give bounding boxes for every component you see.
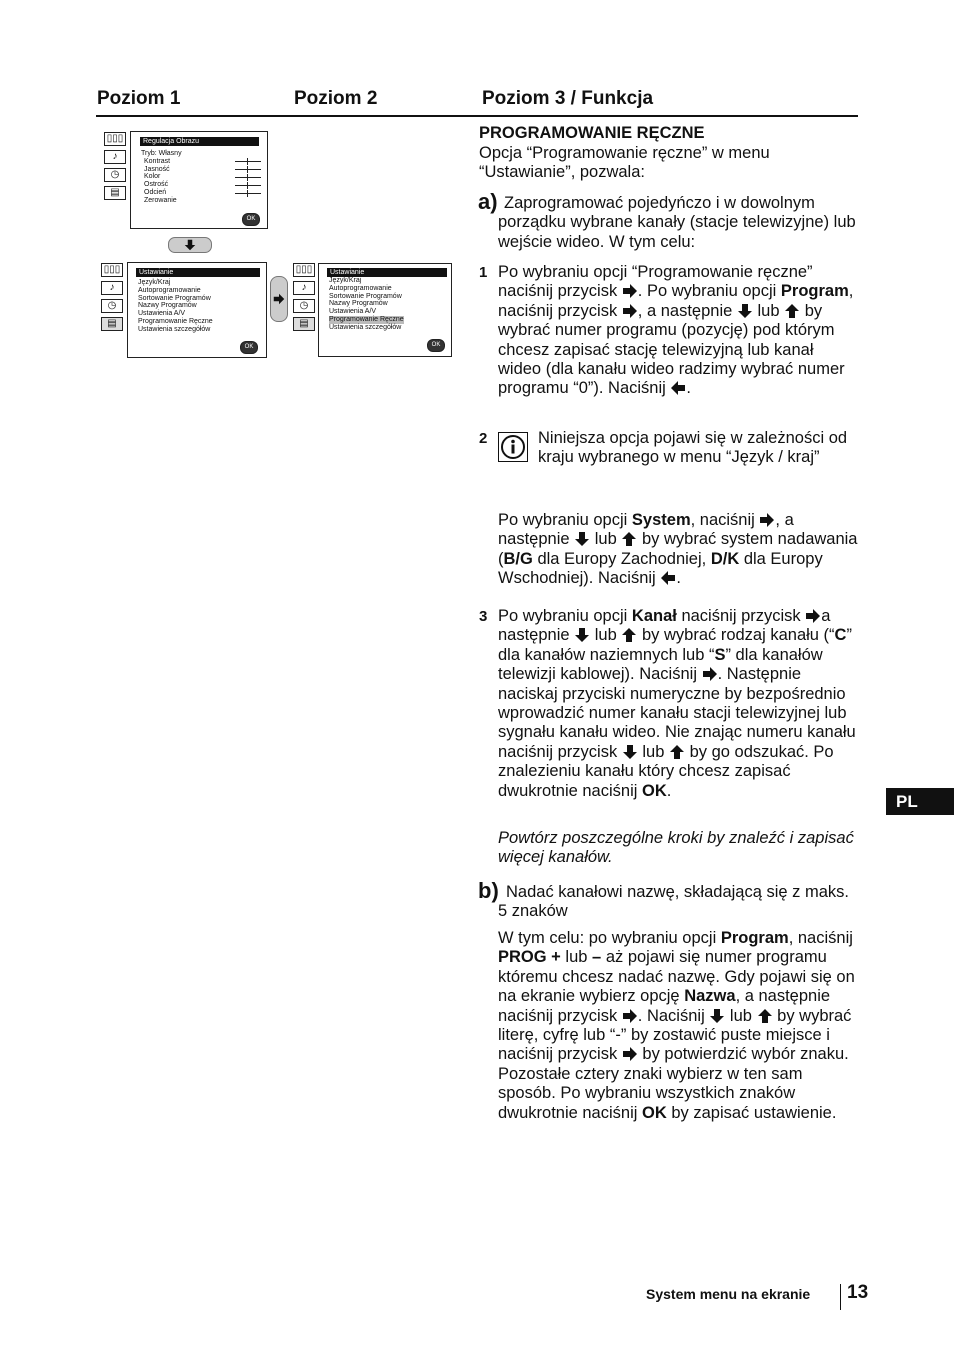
menu-item: Kolor: [144, 173, 161, 181]
page-number: 13: [847, 1282, 869, 1303]
menu-item: Kontrast: [144, 157, 171, 165]
up-arrow-icon: [757, 1008, 773, 1024]
slider: [235, 177, 261, 178]
menu-item: Nazwy Programów: [329, 300, 388, 308]
slider: [235, 193, 261, 194]
sound-icon: ♪: [101, 281, 123, 295]
timer-icon: ◷: [101, 299, 123, 313]
setup-menu: [127, 262, 267, 358]
down-arrow-icon: [574, 627, 590, 643]
step-2-text: Po wybraniu opcji System, naciśnij , a następnie lub by wybrać system nadawania (B/G dla Europy Zachodniej, D/K dla Europy Wschodniej). Naciśnij .: [498, 511, 858, 588]
menu-item: Ustawienia A/V: [329, 308, 377, 316]
right-arrow-button: [270, 276, 288, 322]
info-icon: [498, 432, 528, 462]
right-arrow-icon: [622, 1046, 638, 1062]
language-tab: PL: [886, 788, 954, 815]
menu-item: Ostrość: [144, 181, 169, 189]
right-arrow-icon: [805, 608, 821, 624]
setup-menu-highlighted: [318, 263, 452, 357]
menu-item: Ustawienia A/V: [138, 310, 186, 318]
ok-icon: OK: [240, 341, 258, 354]
menu-item: Odcień: [144, 188, 167, 196]
slider: [235, 185, 261, 186]
right-arrow-icon: [622, 1008, 638, 1024]
slider: [235, 161, 261, 162]
right-arrow-icon: [622, 283, 638, 299]
down-arrow-icon: [184, 239, 196, 251]
b-body: W tym celu: po wybraniu opcji Program, naciśnij PROG + lub – aż pojawi się numer programu któremu chcesz nadać nazwę. Gdy pojawi się on na ekranie wybierz opcję Nazwa, a następnie naciśnij przycisk . Naciśnij lub by wybrać literę, cyfrę lub “-” by zostawić puste miejsce i naciśnij przycisk by potwierdzić wybór znaku. Pozostałe cztery znaki wybierz w ten sam sposób. Po wybraniu wszystkich znaków dwukrotnie naciśnij OK by zapisać ustawienie.: [498, 929, 855, 1122]
step-3-number: 3: [479, 608, 488, 625]
menu-item: Ustawienia szczegółów: [329, 323, 402, 331]
setup-icon: ▤: [104, 186, 126, 200]
menu-item: Ustawienia szczegółów: [138, 325, 211, 333]
step-1-text: Po wybraniu opcji “Programowanie ręczne” naciśnij przycisk . Po wybraniu opcji Program, naciśnij przycisk , a następnie lub by wybrać numer programu (pozycję) pod którym chcesz zapisać stację telewizyjną lub kanał wideo (dla kanału wideo radzimy wybrać numer programu “0”). Naciśnij .: [498, 263, 854, 398]
picture-icon: ▯▯▯: [101, 263, 123, 277]
right-arrow-icon: [273, 293, 285, 305]
menu-icons-2: [101, 263, 125, 335]
down-arrow-button: [168, 237, 212, 253]
menu-item: Język/Kraj: [329, 277, 362, 284]
menu-item: Tryb: Własny: [141, 150, 182, 157]
sound-icon: ♪: [293, 281, 315, 295]
section-intro: Opcja “Programowanie ręczne” w menu “Ustawianie”, pozwala:: [479, 144, 770, 182]
a-text: Zaprogramować pojedyńczo i w dowolnym porządku wybrane kanały (stacje telewizyjne) lub wejście wideo. W tym celu:: [498, 194, 856, 251]
menu-item: Zerowanie: [144, 196, 177, 204]
right-arrow-icon: [702, 666, 718, 682]
menu-item: Jasność: [144, 165, 170, 173]
header-level-3: Poziom 3 / Funkcja: [482, 88, 654, 109]
menu-item: Sortowanie Programów: [138, 294, 211, 302]
menu-item-highlighted: Programowanie Ręczne: [329, 315, 404, 323]
picture-icon: ▯▯▯: [104, 132, 126, 146]
header-level-2: Poziom 2: [294, 88, 378, 109]
down-arrow-icon: [737, 303, 753, 319]
menu-item: Nazwy Programów: [138, 302, 197, 310]
step-1-number: 1: [479, 264, 488, 281]
down-arrow-icon: [709, 1008, 725, 1024]
up-arrow-icon: [621, 531, 637, 547]
menu-item: Język/Kraj: [138, 279, 171, 286]
step-2-number: 2: [479, 430, 488, 447]
sound-icon: ♪: [104, 150, 126, 164]
footer-separator: [840, 1284, 841, 1310]
up-arrow-icon: [621, 627, 637, 643]
picture-menu: [130, 131, 268, 229]
setup-menu-title: Ustawianie: [327, 268, 447, 277]
right-arrow-icon: [759, 512, 775, 528]
header-level-1: Poziom 1: [97, 88, 181, 109]
picture-icon: ▯▯▯: [293, 263, 315, 277]
ok-icon: OK: [427, 339, 445, 352]
down-arrow-icon: [574, 531, 590, 547]
timer-icon: ◷: [104, 168, 126, 182]
menu-item: Autoprogramowanie: [138, 286, 201, 294]
menu-item: Programowanie Ręczne: [138, 317, 213, 325]
slider: [235, 169, 261, 170]
setup-icon: ▤: [293, 317, 315, 331]
setup-menu-items: [329, 277, 404, 332]
right-arrow-icon: [622, 303, 638, 319]
up-arrow-icon: [669, 744, 685, 760]
header-rule: [96, 115, 858, 117]
up-arrow-icon: [784, 303, 800, 319]
setup-menu-items: [138, 279, 213, 334]
ok-icon: OK: [242, 213, 260, 226]
menu-item: Sortowanie Programów: [329, 292, 402, 300]
picture-menu-items: [141, 150, 182, 205]
down-arrow-icon: [622, 744, 638, 760]
setup-menu-title: Ustawianie: [136, 268, 260, 277]
b-text: Nadać kanałowi nazwę, składającą się z maks. 5 znaków: [498, 883, 849, 921]
marker-a: a): [478, 189, 498, 214]
section-title: PROGRAMOWANIE RĘCZNE: [479, 124, 705, 142]
left-arrow-icon: [660, 570, 676, 586]
picture-menu-title: Regulacja Obrazu: [140, 137, 259, 146]
step-2-note: Niniejsza opcja pojawi się w zależności od kraju wybranego w menu “Język / kraj”: [538, 429, 848, 467]
footer-title: System menu na ekranie: [646, 1286, 811, 1302]
marker-b: b): [478, 878, 499, 903]
setup-icon: ▤: [101, 317, 123, 331]
step-3-text: Po wybraniu opcji Kanał naciśnij przycisk a następnie lub by wybrać rodzaj kanału (“C” dla kanałów naziemnych lub “S” dla kanałów telewizji kablowej). Naciśnij . Następnie naciskaj przyciski numeryczne by bezpośrednio wprowadzić numer kanału stacji telewizyjnej lub sygnału kanału wideo. Nie znając numeru kanału naciśnij przycisk lub by go odszukać. Po znalezieniu kanału który chcesz zapisać dwukrotnie naciśnij OK.: [498, 607, 856, 800]
timer-icon: ◷: [293, 299, 315, 313]
menu-item: Autoprogramowanie: [329, 284, 392, 292]
menu-icons-1: [104, 132, 128, 204]
left-arrow-icon: [670, 380, 686, 396]
repeat-note: Powtórz poszczególne kroki by znaleźć i zapisać więcej kanałów.: [498, 829, 854, 867]
menu-icons-3: [293, 263, 317, 335]
